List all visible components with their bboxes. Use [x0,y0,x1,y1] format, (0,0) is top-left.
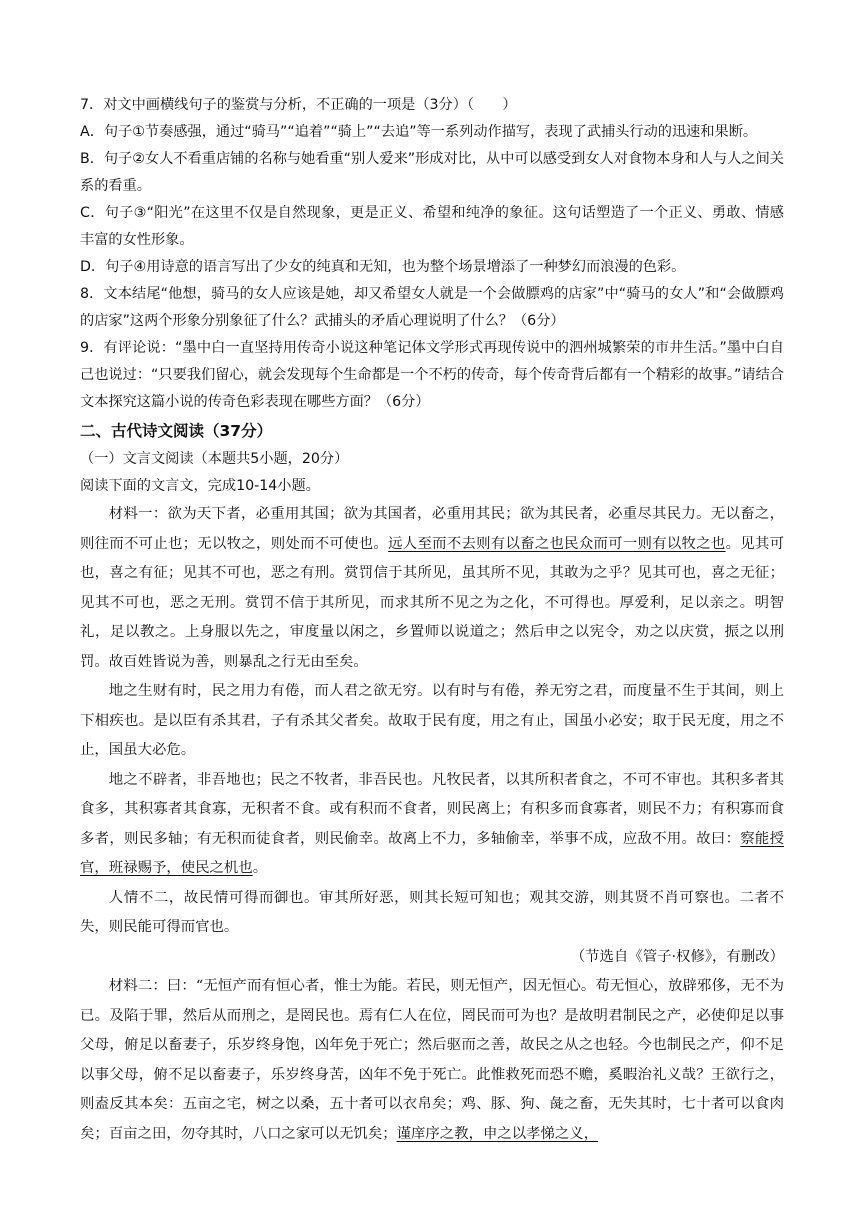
material-2-underlined-sentence: 谨庠序之教，申之以孝悌之义， [396,1125,599,1142]
question-7-option-c: C．句子③“阳光”在这里不仅是自然现象，更是正义、希望和纯净的象征。这句话塑造了一个正义、勇敢、情感丰富的女性形象。 [80,205,784,248]
question-8: 8．文本结尾“他想，骑马的女人应该是她，却又希望女人就是一个会做膘鸡的店家”中“骑马的女人”和“会做膘鸡的店家”这两个形象分别象征了什么？武捕头的矛盾心理说明了什么？（6分） [80,286,784,329]
question-7-option-a: A．句子①节奏感强，通过“骑马”“追着”“骑上”“去追”等一系列动作描写，表现了武捕头行动的迅速和果断。 [80,124,758,140]
question-7-stem: 7．对文中画横线句子的鉴赏与分析，不正确的一项是（3分）（ ） [80,97,517,113]
material-1-p1-text-b: 。见其可也，喜之有征；见其不可也，恶之有刑。赏罚信于其所见，虽其所不见，其敢为之乎？见其可也，喜之无征；见其不可也，恶之无刑。赏罚不信于其所见，而求其所不见之为之化，不可得也。厚爱利，足以亲之。明智礼，足以教之。上身服以先之，审度量以闲之，乡置师以说道之；然后申之以宪令，劝之以庆赏，振之以刑罚。故百姓皆说为善，则暴乱之行无由至矣。 [80,535,784,670]
material-1-underlined-phrase: 察能授官，班禄赐予，使民之机也 [80,830,784,876]
section-2-heading: 二、古代诗文阅读（37分） [80,422,273,440]
material-1-underlined-sentence: 远人至而不去则有以畜之也民众而可一则有以牧之也 [388,535,726,552]
material-1-paragraph-2: 地之生财有时，民之用力有倦，而人君之欲无穷。以有时与有倦，养无穷之君，而度量不生于其间，则上下相疾也。是以臣有杀其君，子有杀其父者矣。故取于民有度，用之有止，国虽小必安；取于民无度，用之不止，国虽大必危。 [80,683,784,758]
material-1-paragraph-1 [80,500,784,677]
material-1-paragraph-4: 人情不二，故民情可得而御也。审其所好恶，则其长短可知也；观其交游，则其贤不肖可察也。二者不失，则民能可得而官也。 [80,889,784,935]
question-7-option-d: D．句子④用诗意的语言写出了少女的纯真和无知，也为整个场景增添了一种梦幻而浪漫的色彩。 [80,259,686,275]
material-1-source: （节选自《管子·权修》，有删改） [570,948,784,965]
question-9: 9．有评论说：“墨中白一直坚持用传奇小说这种笔记体文学形式再现传说中的泗州城繁荣的市井生活。”墨中白自己也说过：“只要我们留心，就会发现每个生命都是一个不朽的传奇，每个传奇背后都有一个精彩的故事。”请结合文本探究这篇小说的传奇色彩表现在哪些方面？（6分） [80,340,784,410]
material-2-paragraph-1 [80,972,784,1149]
material-2-p1-text-a: 材料二：曰：“无恒产而有恒心者，惟士为能。若民，则无恒产，因无恒心。苟无恒心，放辟邪侈，无不为已。及陷于罪，然后从而刑之，是罔民也。焉有仁人在位，罔民而可为也？是故明君制民之产，必使仰足以事父母，俯足以畜妻子，乐岁终身饱，凶年免于死亡；然后驱而之善，故民之从之也轻。今也制民之产，仰不足以事父母，俯不足以畜妻子，乐岁终身苦，凶年不免于死亡。此惟救死而恐不赡，奚暇治礼义哉？王欲行之，则盍反其本矣：五亩之宅，树之以桑，五十者可以衣帛矣；鸡、豚、狗、彘之畜，无失其时，七十者可以食肉矣；百亩之田，勿夺其时，八口之家可以无饥矣； [80,978,784,1142]
material-1-p3-text-b: 。 [252,860,268,876]
exam-page [80,92,784,1149]
section-2-subheading: （一）文言文阅读（本题共5小题，20分） [80,451,349,467]
material-1-p3-text-a: 地之不辟者，非吾地也；民之不牧者，非吾民也。凡牧民者，以其所积者食之，不可不审也。其积多者其食多，其积寡者其食寡，无积者不食。或有积而不食者，则民离上；有积多而食寡者，则民不力；有积寡而食多者，则民多轴；有无积而徒食者，则民偷幸。故离上不力，多轴偷幸，举事不成，应敌不用。故曰： [80,771,784,847]
section-2-instruction: 阅读下面的文言文，完成10-14小题。 [80,478,320,494]
material-1-p1-text-a: 材料一：欲为天下者，必重用其国；欲为其国者，必重用其民；欲为其民者，必重尽其民力。无以畜之，则往而不可止也；无以牧之，则处而不可使也。 [80,506,784,552]
material-1-paragraph-3 [80,766,784,884]
question-7-option-b: B．句子②女人不看重店铺的名称与她看重“别人爱来”形成对比，从中可以感受到女人对食物本身和人与人之间关系的看重。 [80,151,784,194]
